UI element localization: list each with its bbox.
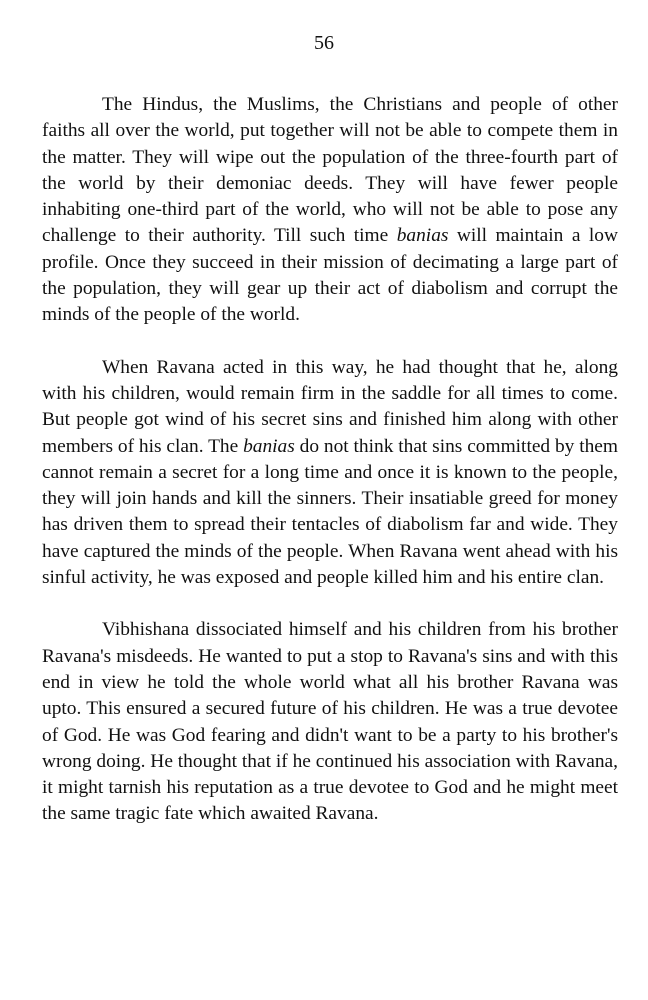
paragraph-text: Vibhishana dissociated himself and his children from his brother Ravana's misdeeds. He wanted to put a stop to Ravana's sins and with this end in view he told the whole world what all his brother Ravana was upto. This ensured a secured future of his children. He was a true devotee of God. He was God fearing and didn't want to be a party to his brother's wrong doing. He thought that if he continued his association with Ravana, it might tarnish his reputation as a true devotee to God and he might meet the same tragic fate which awaited Ravana. (42, 619, 618, 825)
paragraph-text: When Ravana acted in this way, he had thought that he, along with his children, would remain firm in the saddle for all times to come. But people got wind of his secret sins and finished him along with other members of his clan. The (42, 356, 618, 457)
paragraph-3 (42, 617, 618, 827)
paragraph-text: do not think that sins committed by them cannot remain a secret for a long time and once it is known to the people, they will join hands and kill the sinners. Their insatiable greed for money has driven them to spread their tentacles of diabolism far and wide. They have captured the minds of the people. When Ravana went ahead with his sinful activity, he was exposed and people killed him and his entire clan. (42, 435, 619, 589)
page-number: 56 (314, 32, 334, 54)
paragraph-text: will maintain a low profile. Once they succeed in their mission of decimating a large part of the population, they will gear up their act of diabolism and corrupt the minds of the people of the world. (42, 225, 618, 326)
italic-term: banias (243, 435, 295, 457)
paragraph-1 (42, 92, 618, 329)
italic-term: banias (396, 225, 449, 247)
paragraph-text: The Hindus, the Muslims, the Christians and people of other faiths all over the world, put together will not be able to compete them in the matter. They will wipe out the population of the three-fourth part of the world by their demoniac deeds. They will have fewer people inhabiting one-third part of the world, who will not be able to pose any challenge to their authority. Till such time (42, 94, 618, 247)
paragraph-2 (42, 355, 618, 592)
body-text (42, 92, 618, 854)
